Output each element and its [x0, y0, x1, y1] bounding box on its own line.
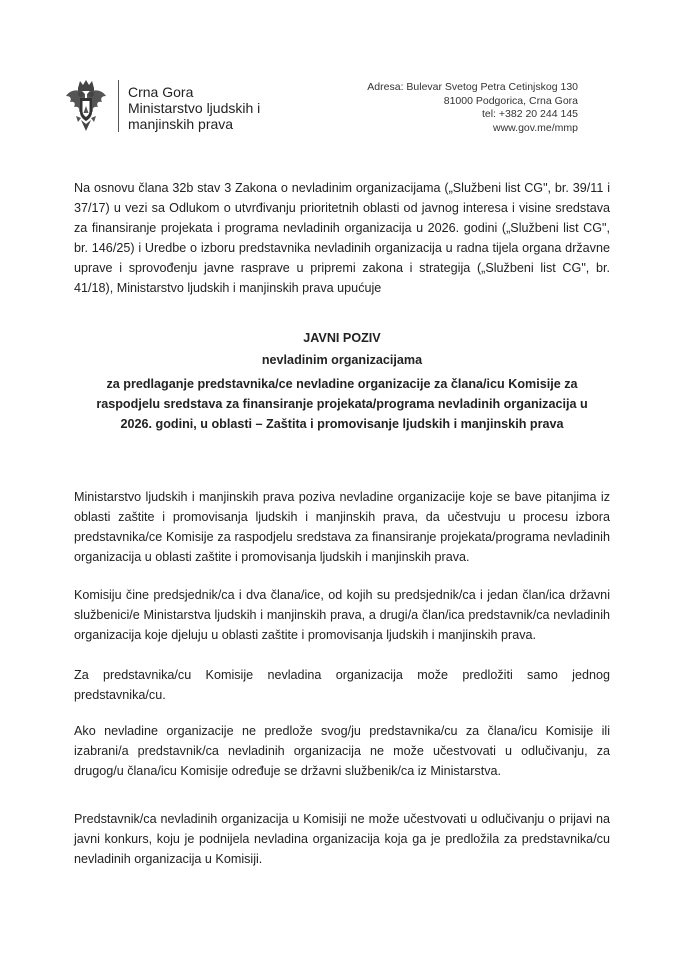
body-paragraph: Ministarstvo ljudskih i manjinskih prava poziva nevladine organizacije koje se bave pitanjima iz oblasti zaštite i promovisanja ljudskih i manjinskih prava, da učestvuju u procesu izbora predstavnika/ce Komisije za raspodjelu sredstava za finansiranje projekata/programa nevladinih organizacija u oblasti zaštite i promovisanja ljudskih i manjinskih prava.	[74, 490, 610, 564]
address-block	[367, 81, 578, 135]
header-divider	[118, 80, 119, 132]
document-subject: za predlaganje predstavnika/ce nevladine organizacije za člana/icu Komisije za raspodjelu sredstava za finansiranje projekata/programa nevladinih organizacija u 2026. godini, u oblasti – Zaštita i promovisanje ljudskih i manjinskih prava	[96, 377, 588, 431]
org-line-ministry-cont: manjinskih prava	[128, 116, 234, 132]
organization-name	[128, 84, 260, 132]
coat-of-arms-icon	[64, 78, 108, 134]
body-paragraph: Predstavnik/ca nevladinih organizacija u Komisiji ne može učestvovati u odlučivanju o prijavi na javni konkurs, koju je podnijela nevladina organizacija koja ga je predložila za predstavnika/cu nevladinih organizacija u Komisiji.	[74, 812, 610, 866]
body-paragraph: Ako nevladine organizacije ne predlože svog/ju predstavnika/cu za člana/icu Komisije ili izabrani/a predstavnik/ca nevladinih organizacija ne može učestvovati u odlučivanju, za drugog/u člana/icu Komisije određuje se državni službenik/ca iz Ministarstva.	[74, 724, 610, 778]
body-paragraph: Komisiju čine predsjednik/ca i dva člana/ice, od kojih su predsjednik/ca i jedan član/ica državni službenici/e Ministarstva ljudskih i manjinskih prava, a drugi/a član/ica predstavnik/ca nevladinih organizacija koje djeluju u oblasti zaštite i promovisanja ljudskih i manjinskih prava.	[74, 588, 610, 642]
document-heading: JAVNI POZIV	[303, 331, 381, 345]
address-street: Adresa: Bulevar Svetog Petra Cetinjskog 130	[367, 81, 578, 93]
document-subheading: nevladinim organizacijama	[261, 353, 423, 367]
body-paragraph: Za predstavnika/cu Komisije nevladina organizacija može predložiti samo jednog predstavnika/cu.	[74, 668, 610, 702]
intro-paragraph: Na osnovu člana 32b stav 3 Zakona o nevladinim organizacijama („Službeni list CG", br. 39/11 i 37/17) u vezi sa Odlukom o utvrđivanju prioritetnih oblasti od javnog interesa i visine sredstava za finansiranje projekata i programa nevladinih organizacija u 2026. godini („Službeni list CG", br. 146/25) i Uredbe o izboru predstavnika nevladinih organizacija u radna tijela organa državne uprave i sprovođenju javne rasprave u pripremi zakona i strategija („Službeni list CG", br. 41/18), Ministarstvo ljudskih i manjinskih prava upućuje	[74, 181, 610, 295]
address-phone: tel: +382 20 244 145	[481, 108, 578, 120]
address-website: www.gov.me/mmp	[493, 121, 578, 134]
address-city: 81000 Podgorica, Crna Gora	[443, 94, 578, 107]
org-line-ministry: Ministarstvo ljudskih i	[128, 100, 261, 116]
org-line-country: Crna Gora	[128, 84, 194, 100]
